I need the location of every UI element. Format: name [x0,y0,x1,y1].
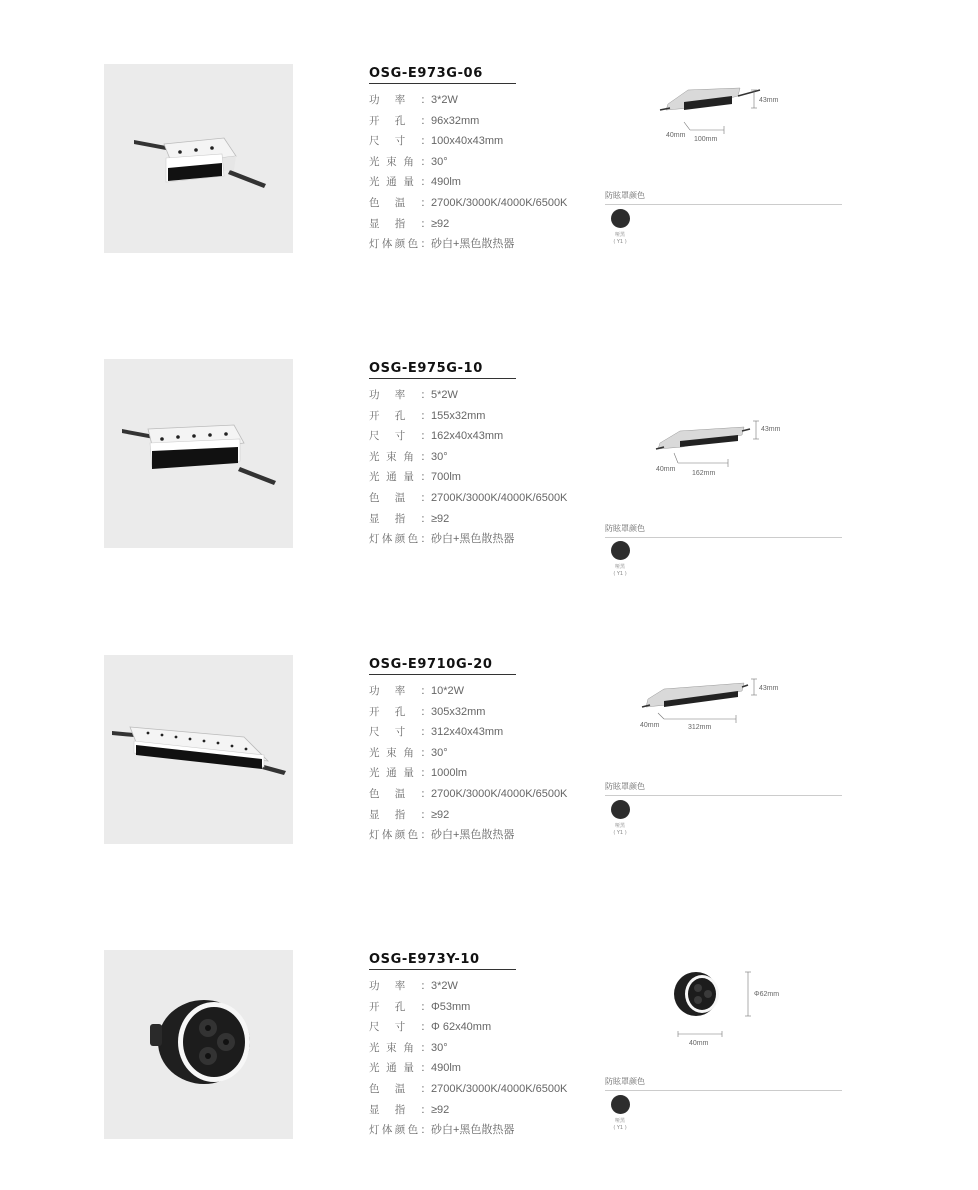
spec-label: 尺 寸 ： [369,131,431,152]
spec-list [369,681,599,846]
spec-list [369,385,599,550]
spec-label-char: 寸 [394,1021,406,1034]
product-card [0,655,978,895]
spec-label: 功 率 ： [369,681,431,702]
spec-value: ≥92 [431,808,450,821]
dim-length-label: 312mm [688,724,712,731]
spec-cri [369,214,599,235]
spec-label-char: 角 [403,155,414,168]
spec-label-char: 尺 [369,1021,380,1034]
spec-beam-angle [369,743,599,764]
spec-label-char: 色 [407,1124,419,1137]
spec-label: 功 率 ： [369,90,431,111]
spec-cct [369,488,599,509]
spec-value: 砂白+黑色散热器 [431,1124,515,1137]
spec-label: 色 温 ： [369,488,431,509]
dimension-drawing [620,74,820,164]
spec-label-char: 指 [394,1103,406,1116]
spec-body-color [369,825,599,846]
spec-label-char: 开 [369,705,380,718]
spec-cri [369,805,599,826]
spec-value: 1000lm [431,767,468,780]
spec-body-color [369,529,599,550]
spec-label-char: 光 [369,1062,380,1075]
spec-value: 30° [431,1041,448,1054]
spec-label-char: 开 [369,409,380,422]
spec-label: 灯 体 颜 色 ： [369,825,431,846]
spec-label: 色 温 ： [369,784,431,805]
spec-label-char: 光 [369,746,380,759]
spec-value: 162x40x43mm [431,430,504,443]
spec-cutout [369,406,599,427]
spec-label-char: 束 [386,746,397,759]
spec-label-char: 显 [369,1103,380,1116]
spec-label: 开 孔 ： [369,111,431,132]
spec-label-char: 指 [394,217,406,230]
dim-width-label: 40mm [656,466,676,473]
spec-lumen [369,1058,599,1079]
spec-label-char: 孔 [394,705,406,718]
spec-label-char: 色 [369,1082,380,1095]
spec-label-char: 光 [369,450,380,463]
finish-title: 防眩罩颜色 [605,523,842,538]
spec-label: 光 束 角 ： [369,1038,431,1059]
spec-value: 砂白+黑色散热器 [431,829,515,842]
spec-size [369,722,599,743]
dim-width-label: 40mm [689,1040,709,1047]
spec-label-char: 功 [369,980,380,992]
dim-height-label: 43mm [759,685,779,692]
spec-beam-angle [369,152,599,173]
spec-power [369,681,599,702]
spec-label-char: 功 [369,389,380,401]
spec-label-char: 尺 [369,430,380,443]
spec-label-char: 显 [369,512,380,525]
spec-label-char: 角 [403,1041,414,1054]
product-photo [104,950,293,1139]
finish-title: 防眩罩颜色 [605,1076,842,1091]
spec-label-char: 光 [369,471,380,484]
spec-label-char: 孔 [394,409,406,422]
spec-value: 490lm [431,176,461,189]
spec-label-char: 量 [403,176,414,189]
spec-cri [369,509,599,530]
spec-label-char: 率 [394,685,406,697]
spec-label-char: 指 [394,808,406,821]
dim-length-label: 100mm [694,136,718,143]
spec-value: 2700K/3000K/4000K/6500K [431,491,568,504]
spec-label-char: 通 [386,471,397,484]
spec-value: 312x40x43mm [431,726,504,739]
dim-diameter-label: Φ62mm [754,991,780,998]
spec-label: 光 束 角 ： [369,152,431,173]
dim-height-label: 43mm [761,426,781,433]
spec-value: 155x32mm [431,409,486,422]
spec-value: 2700K/3000K/4000K/6500K [431,1082,568,1095]
spec-label: 光 通 量 ： [369,467,431,488]
spec-value: 5*2W [431,389,458,401]
spec-label-char: 束 [386,1041,397,1054]
spec-label: 灯 体 颜 色 ： [369,529,431,550]
spec-label-char: 量 [403,767,414,780]
dim-height-label: 43mm [759,97,779,104]
product-photo [104,64,293,253]
spec-label-char: 寸 [394,430,406,443]
spec-label-char: 颜 [394,829,406,842]
spec-label-char: 颜 [394,238,406,251]
dimension-drawing [620,665,820,755]
product-model: OSG-E9710G-20 [369,657,516,675]
spec-label-char: 量 [403,1062,414,1075]
spec-label-char: 灯 [369,533,380,546]
spec-cri [369,1100,599,1121]
spec-label-char: 功 [369,685,380,697]
product-card [0,64,978,304]
spec-value: ≥92 [431,1103,450,1116]
spec-label: 尺 寸 ： [369,1017,431,1038]
spec-label-char: 颜 [394,1124,406,1137]
spec-value: 3*2W [431,94,458,106]
finish-label: 哑黑 ( Y1 ) [613,564,627,577]
spec-value: Φ53mm [431,1000,471,1013]
spec-label-char: 指 [394,512,406,525]
dim-width-label: 40mm [640,722,660,729]
spec-cutout [369,702,599,723]
spec-label-char: 色 [407,533,419,546]
spec-body-color [369,234,599,255]
dim-length-label: 162mm [692,470,716,477]
spec-value: 2700K/3000K/4000K/6500K [431,787,568,800]
spec-value: 砂白+黑色散热器 [431,238,515,251]
spec-label: 功 率 ： [369,976,431,997]
spec-label-char: 角 [403,746,414,759]
finish-label: 哑黑 ( Y1 ) [613,1118,627,1131]
spec-lumen [369,467,599,488]
spec-label-char: 率 [394,94,406,106]
spec-body-color [369,1120,599,1141]
spec-power [369,385,599,406]
product-card [0,359,978,599]
finish-title: 防眩罩颜色 [605,190,842,205]
spec-label: 光 通 量 ： [369,763,431,784]
spec-label-char: 率 [394,980,406,992]
spec-label-char: 光 [369,176,380,189]
spec-label: 灯 体 颜 色 ： [369,1120,431,1141]
product-model: OSG-E973G-06 [369,66,516,84]
spec-label-char: 尺 [369,726,380,739]
spec-label: 光 束 角 ： [369,447,431,468]
spec-label: 尺 寸 ： [369,426,431,447]
product-photo [104,655,293,844]
spec-label-char: 颜 [394,533,406,546]
finish-swatch [611,1095,630,1114]
spec-label: 光 束 角 ： [369,743,431,764]
finish-label: 哑黑 ( Y1 ) [613,232,627,245]
spec-cct [369,1079,599,1100]
spec-value: 10*2W [431,685,465,697]
spec-label: 灯 体 颜 色 ： [369,234,431,255]
product-model: OSG-E973Y-10 [369,952,516,970]
spec-label: 显 指 ： [369,214,431,235]
spec-label-char: 温 [394,787,406,800]
finish-swatch [611,209,630,228]
spec-label-char: 通 [386,1062,397,1075]
spec-size [369,426,599,447]
product-card [0,950,978,1190]
spec-label-char: 功 [369,94,380,106]
spec-label-char: 灯 [369,238,380,251]
spec-label-char: 灯 [369,1124,380,1137]
spec-label: 功 率 ： [369,385,431,406]
spec-lumen [369,172,599,193]
spec-label-char: 灯 [369,829,380,842]
spec-label-char: 温 [394,1082,406,1095]
spec-label-char: 率 [394,389,406,401]
spec-value: 700lm [431,471,461,484]
spec-label-char: 显 [369,217,380,230]
spec-label-char: 色 [369,491,380,504]
spec-label-char: 光 [369,1041,380,1054]
spec-label-char: 体 [381,533,393,546]
spec-value: 2700K/3000K/4000K/6500K [431,196,568,209]
spec-label: 色 温 ： [369,193,431,214]
spec-label-char: 寸 [394,726,406,739]
spec-label-char: 开 [369,114,380,127]
finish-label: 哑黑 ( Y1 ) [613,823,627,836]
spec-value: 96x32mm [431,114,480,127]
spec-value: 30° [431,450,448,463]
spec-label-char: 开 [369,1000,380,1013]
spec-label-char: 量 [403,471,414,484]
spec-value: Φ 62x40mm [431,1021,492,1034]
dimension-drawing [620,409,820,499]
spec-label-char: 孔 [394,1000,406,1013]
dimension-drawing [620,964,820,1054]
spec-label: 开 孔 ： [369,997,431,1018]
spec-label-char: 束 [386,450,397,463]
spec-beam-angle [369,447,599,468]
spec-label-char: 束 [386,155,397,168]
finish-title: 防眩罩颜色 [605,781,842,796]
spec-label: 光 通 量 ： [369,172,431,193]
spec-size [369,131,599,152]
spec-label-char: 显 [369,808,380,821]
spec-label-char: 体 [381,829,393,842]
spec-value: 3*2W [431,980,458,992]
spec-label-char: 体 [381,1124,393,1137]
spec-value: ≥92 [431,217,450,230]
spec-label-char: 温 [394,196,406,209]
spec-label-char: 角 [403,450,414,463]
spec-value: 490lm [431,1062,461,1075]
finish-swatch [611,541,630,560]
spec-label: 色 温 ： [369,1079,431,1100]
spec-label-char: 色 [407,238,419,251]
spec-label: 开 孔 ： [369,406,431,427]
spec-label-char: 色 [369,196,380,209]
spec-label-char: 孔 [394,114,406,127]
spec-label-char: 体 [381,238,393,251]
spec-label: 显 指 ： [369,1100,431,1121]
spec-value: 100x40x43mm [431,135,504,148]
spec-label-char: 色 [369,787,380,800]
finish-swatch [611,800,630,819]
spec-label-char: 通 [386,767,397,780]
spec-label: 显 指 ： [369,805,431,826]
spec-lumen [369,763,599,784]
spec-cct [369,193,599,214]
spec-label-char: 通 [386,176,397,189]
spec-label: 显 指 ： [369,509,431,530]
spec-beam-angle [369,1038,599,1059]
spec-cutout [369,997,599,1018]
spec-label: 尺 寸 ： [369,722,431,743]
spec-value: 30° [431,155,448,168]
spec-cct [369,784,599,805]
dim-width-label: 40mm [666,132,686,139]
product-photo [104,359,293,548]
spec-cutout [369,111,599,132]
spec-label-char: 寸 [394,135,406,148]
spec-power [369,90,599,111]
spec-value: 30° [431,746,448,759]
spec-value: 305x32mm [431,705,486,718]
spec-value: ≥92 [431,512,450,525]
spec-label: 开 孔 ： [369,702,431,723]
spec-label-char: 光 [369,155,380,168]
product-model: OSG-E975G-10 [369,361,516,379]
spec-label-char: 光 [369,767,380,780]
spec-power [369,976,599,997]
spec-size [369,1017,599,1038]
spec-label-char: 色 [407,829,419,842]
spec-label-char: 温 [394,491,406,504]
spec-list [369,90,599,255]
spec-label: 光 通 量 ： [369,1058,431,1079]
spec-list [369,976,599,1141]
spec-label-char: 尺 [369,135,380,148]
spec-value: 砂白+黑色散热器 [431,533,515,546]
